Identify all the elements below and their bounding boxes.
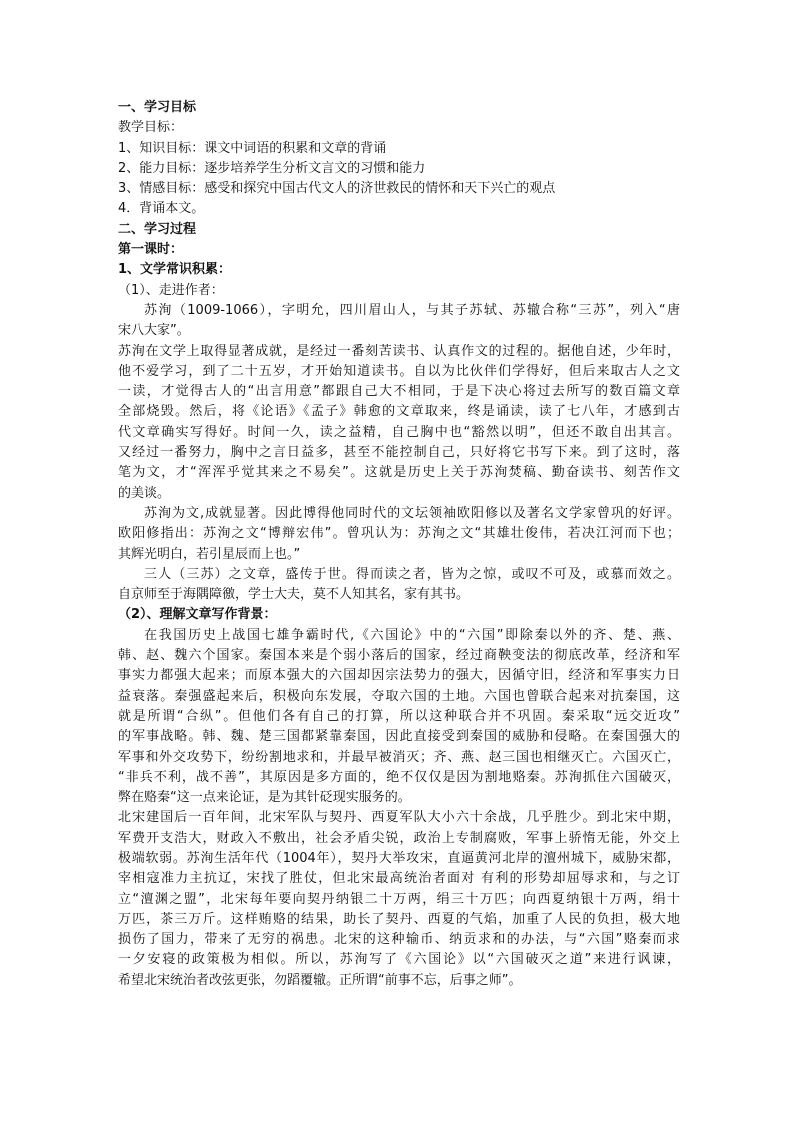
lesson-heading: 第一课时：	[118, 242, 184, 258]
text-line: 苏洵（1009-1066），字明允，四川眉山人，与其子苏轼、苏辙合称“三苏”，列入“唐	[144, 302, 680, 318]
paragraph-author-intro	[118, 301, 680, 342]
text-line: 一夕安寝的政策极为相似。所以，苏洵写了《六国论》以“六国破灭之道”来进行讽谏，	[118, 952, 680, 968]
text-line: 就是所谓“合纵”。但他们各有自己的打算，所以这种联合并不巩固。秦采取“远交近攻”	[118, 708, 680, 724]
text-line: 万匹，茶三万斤。这样贿赂的结果，助长了契丹、西夏的气焰，加重了人民的负担，极大地	[118, 911, 680, 927]
text-line: 宋八大家”。	[118, 323, 190, 339]
section-heading-process: 二、学习过程	[118, 221, 197, 237]
text-line: 全部烧毁。然后，将《论语》《孟子》韩愈的文章取来，终是诵读，读了七八年，才感到古	[118, 404, 680, 420]
paragraph-author-study	[118, 342, 680, 504]
text-line: 自京师至于海隅障徼，学士大夫，莫不人知其名，家有其书。	[118, 587, 470, 603]
text-line: 他不爱学习，到了二十五岁，才开始知道读书。自以为比伙伴们学得好，但后来取古人之文	[118, 363, 680, 379]
text-line: 在我国历史上战国七雄争霸时代,《六国论》中的“六国”即除秦以外的齐、楚、燕、	[144, 627, 680, 643]
paragraph-three-su	[118, 565, 680, 606]
paragraph-northern-song	[118, 808, 680, 991]
text-line: 军事和外交攻势下，纷纷割地求和，并最早被消灭；齐、燕、赵三国也相继灭亡。六国灭亡，	[118, 749, 680, 765]
text-line: 事实力都强大起来；而原本强大的六国却因宗法势力的强大，因循守旧，经济和军事实力日	[118, 668, 680, 684]
text-line: 笔为文，才“浑浑乎觉其来之不易矣”。这就是历史上关于苏洵焚稿、勤奋读书、刻苦作文	[118, 465, 680, 481]
section-heading-goals: 一、学习目标	[118, 100, 197, 115]
text-line: 希望北宋统治者改弦更张，勿蹈覆辙。正所谓“前事不忘，后事之师”。	[118, 972, 522, 988]
text-line: 韩、赵、魏六个国家。秦国本来是个弱小落后的国家，经过商鞅变法的彻底改革，经济和军	[118, 648, 680, 664]
text-line: 苏洵为文,成就显著。因此博得他同时代的文坛领袖欧阳修以及著名文学家曾巩的好评。	[144, 505, 680, 521]
paragraph-author-praise	[118, 504, 680, 565]
goal-item: 2、能力目标：逐步培养学生分析文言文的习惯和能力	[118, 160, 426, 176]
paragraph-warring-states	[118, 626, 680, 809]
text-line: 益衰落。秦强盛起来后，积极向东发展，夺取六国的土地。六国也曾联合起来对抗秦国，这	[118, 688, 680, 704]
goal-item: 3、情感目标：感受和探究中国古代文人的济世救民的情怀和天下兴亡的观点	[118, 181, 556, 197]
text-line: 的军事战略。韩、魏、楚三国都紧靠秦国，因此直接受到秦国的威胁和侵略。在秦国强大的	[118, 729, 680, 745]
subsection-heading-background: （2）、理解文章写作背景：	[118, 607, 277, 623]
text-line: 北宋建国后一百年间，北宋军队与契丹、西夏军队大小六十余战，几乎胜少。到北宋中期，	[118, 810, 680, 826]
text-line: 一读，才觉得古人的“出言用意”都跟自己大不相同，于是下决心将过去所写的数百篇文章	[118, 384, 680, 400]
subsection-heading-literature: 1、文学常识积累：	[118, 262, 232, 278]
text-line: 弊在赂秦“这一点来论证，是为其针砭现实服务的。	[118, 790, 411, 806]
text-line: 立“澶渊之盟”，北宋每年要向契丹纳银二十万两，绢三十万匹；向西夏纳银十万两，绢十	[118, 891, 680, 907]
goals-label: 教学目标：	[118, 120, 184, 136]
goal-item: 4．背诵本文。	[118, 201, 205, 217]
text-line: 其辉光明白，若引星辰而上也。”	[118, 546, 301, 562]
text-line: “非兵不利，战不善”，其原因是多方面的，绝不仅仅是因为割地赂秦。苏洵抓住六国破灭，	[118, 769, 680, 785]
text-line: 三人（三苏）之文章，盛传于世。得而读之者，皆为之惊，或叹不可及，或慕而效之。	[144, 566, 680, 582]
goals-list	[118, 139, 680, 220]
text-line: 宰相寇准力主抗辽，宋找了胜仗，但北宋最高统治者面对 有利的形势却屈辱求和，与之订	[118, 871, 680, 887]
text-line: 代文章确实写得好。时间一久，读之益精，自己胸中也“豁然以明”，但还不敢自出其言。	[118, 424, 680, 440]
document-body	[118, 98, 680, 991]
subsection-heading-author: （1）、走进作者：	[118, 282, 224, 298]
text-line: 的美谈。	[118, 485, 171, 501]
text-line: 又经过一番努力，胸中之言日益多，甚至不能控制自己，只好将它书写下来。到了这时，落	[118, 445, 680, 461]
text-line: 损伤了国力，带来了无穷的祸患。北宋的这种输币、纳贡求和的办法，与“六国”赂秦而求	[118, 932, 680, 948]
text-line: 军费开支浩大，财政入不敷出，社会矛盾尖锐，政治上专制腐败，军事上骄惰无能，外交上	[118, 830, 680, 846]
text-line: 欧阳修指出：苏洵之文“博辩宏伟”。曾巩认为：苏洵之文“其雄壮俊伟，若决江河而下也；	[118, 526, 680, 542]
text-line: 极端软弱。苏洵生活年代（1004年），契丹大举攻宋，直逼黄河北岸的澶州城下，威胁宋都，	[118, 850, 680, 866]
goal-item: 1、知识目标：课文中词语的积累和文章的背诵	[118, 140, 387, 156]
text-line: 苏洵在文学上取得显著成就，是经过一番刻苦读书、认真作文的过程的。据他自述，少年时，	[118, 343, 680, 359]
